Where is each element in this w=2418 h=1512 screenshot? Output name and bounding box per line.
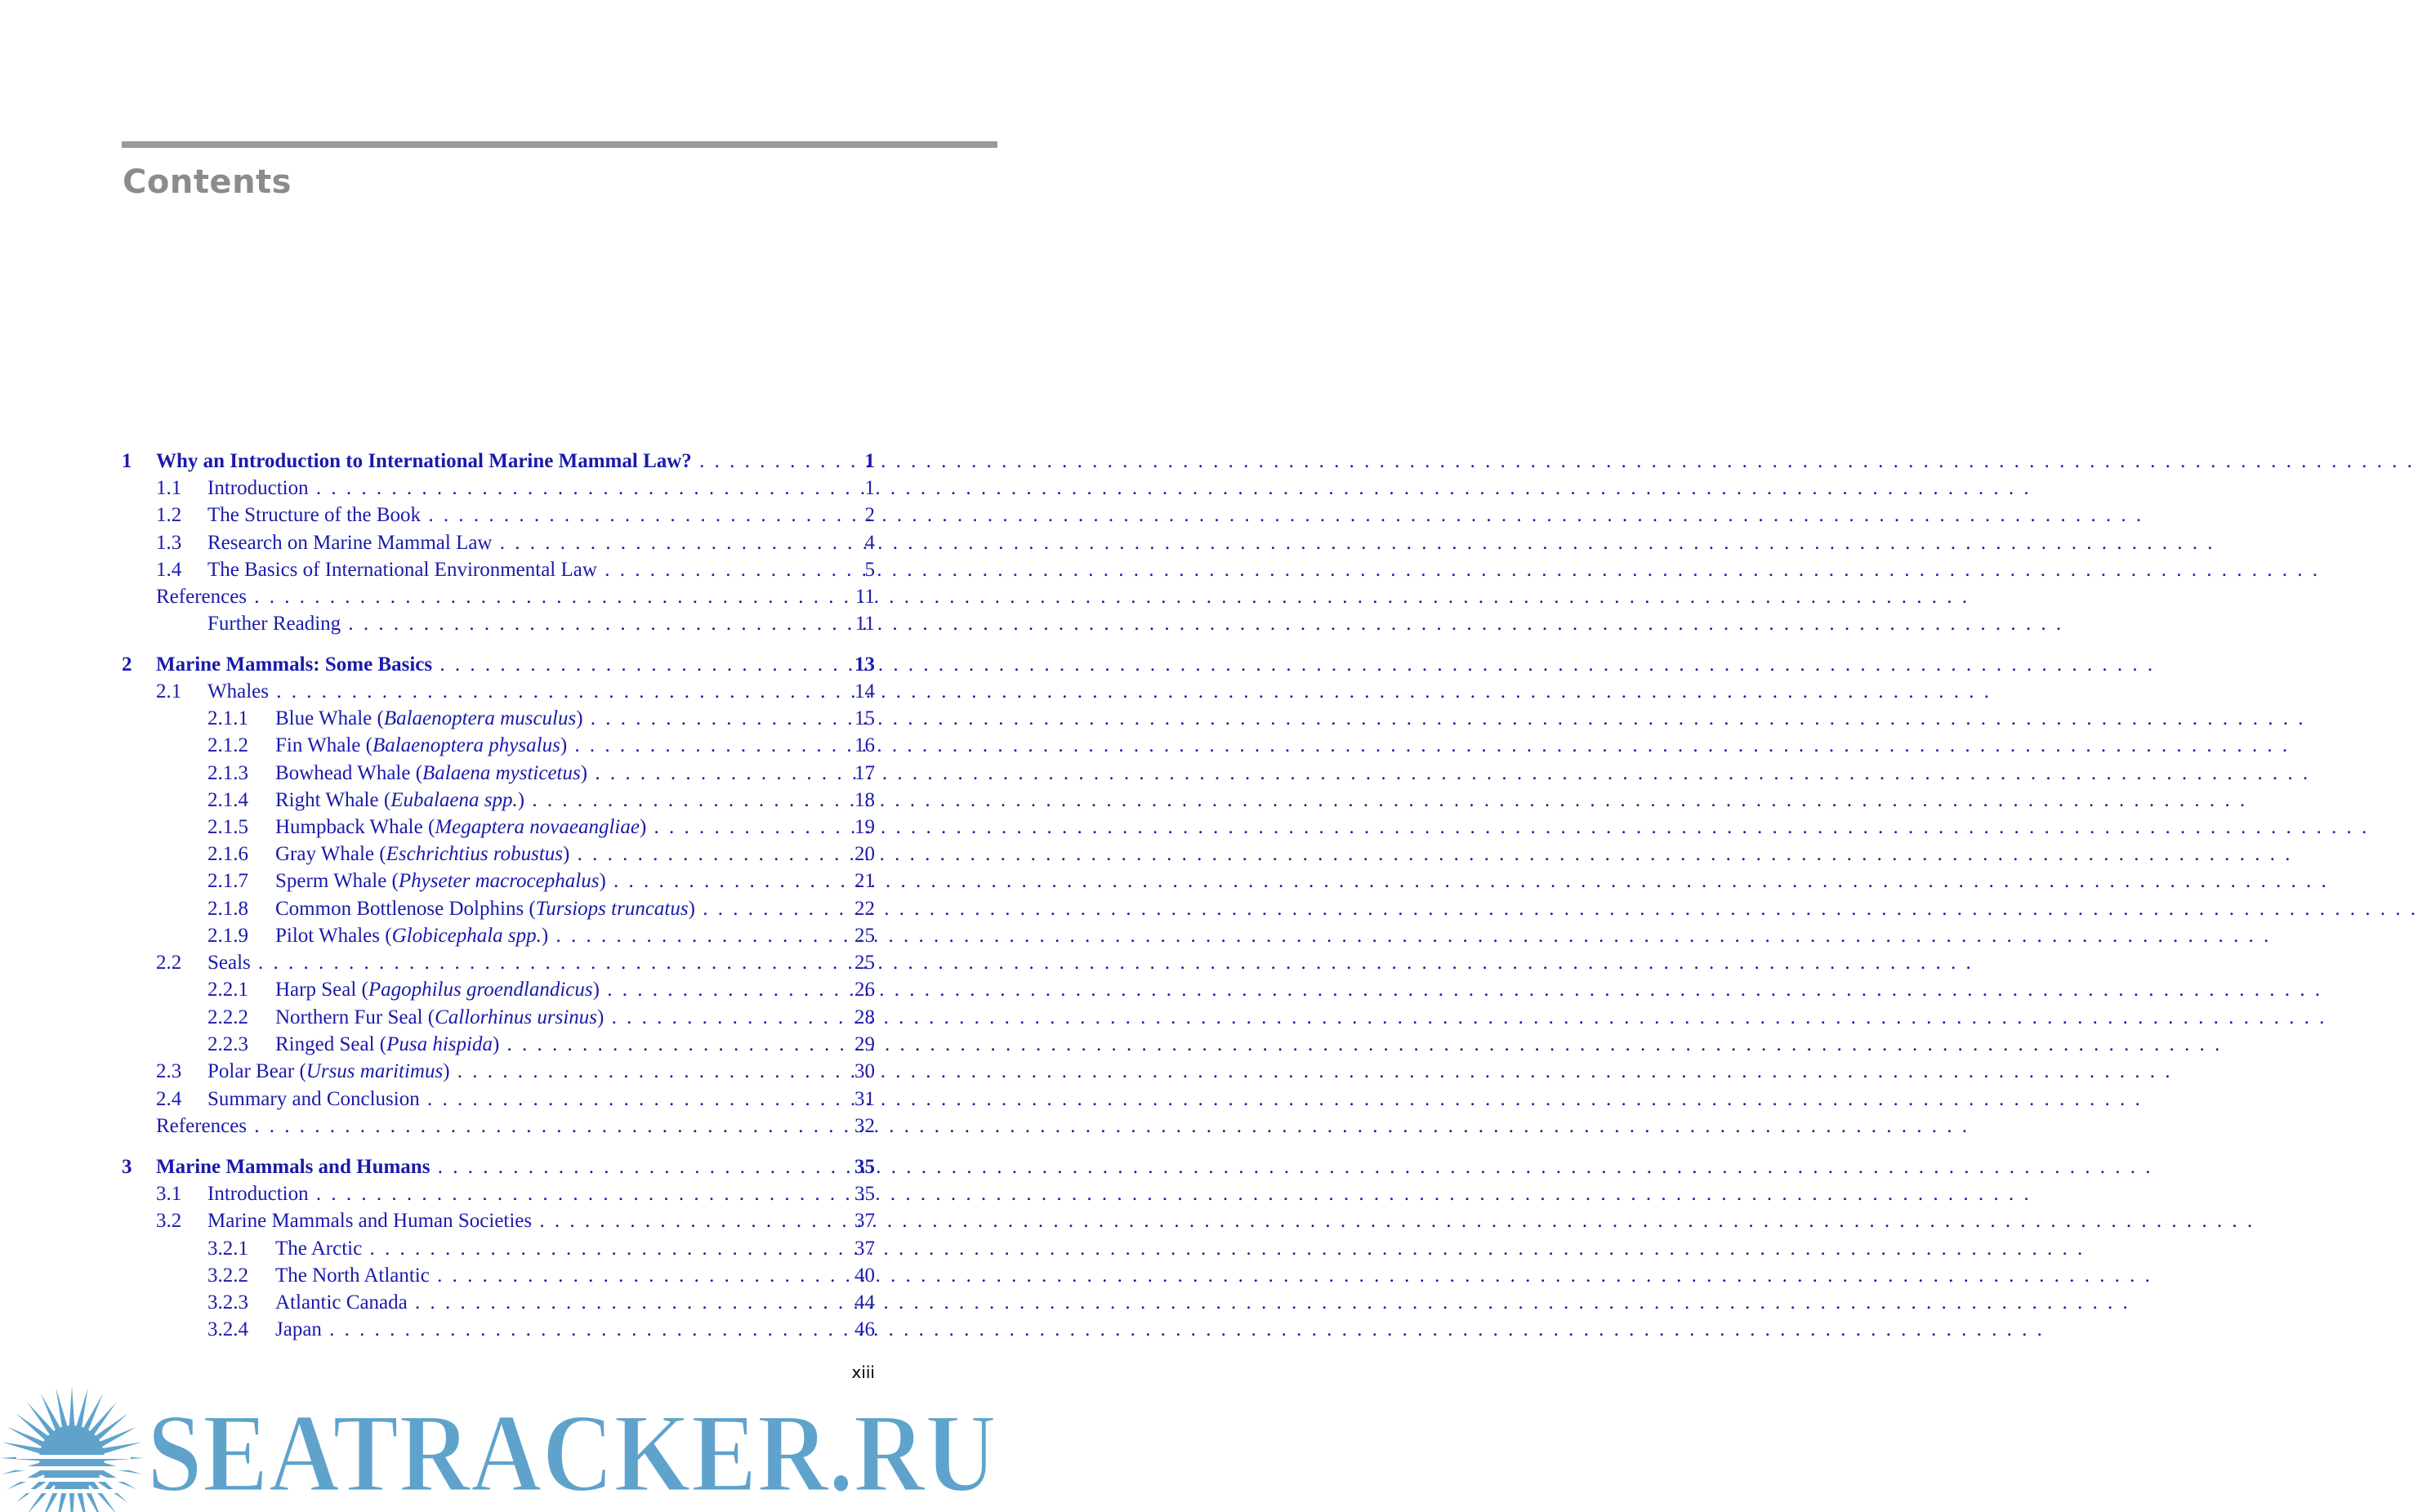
toc-title-close: ) [639, 816, 647, 838]
toc-title [156, 1113, 818, 1140]
toc-title [275, 760, 818, 787]
toc-number: 3.1 [156, 1183, 182, 1205]
toc-title-text: Blue Whale ( [275, 707, 384, 729]
toc-entry[interactable] [0, 1207, 997, 1234]
toc-title-text: References [156, 586, 248, 608]
toc-title-text: Why an Introduction to International Marine Mammal Law? [156, 450, 692, 472]
toc-page-number: 15 [854, 707, 875, 729]
toc-number: 2.1.4 [207, 789, 248, 811]
toc-number: 2 [122, 653, 132, 676]
toc-number: 2.1.7 [207, 870, 248, 892]
toc-entry[interactable] [0, 1031, 997, 1058]
toc-title [275, 841, 818, 868]
toc-page-number: 1 [864, 477, 875, 499]
toc-title-text: Pilot Whales ( [275, 925, 392, 947]
toc-title-text: The Structure of the Book [207, 504, 422, 526]
toc-page-number: 25 [854, 952, 875, 974]
toc-entry[interactable] [0, 787, 997, 814]
toc-title-text: Japan [275, 1318, 322, 1340]
toc-number: 2.1.8 [207, 898, 248, 920]
toc-title-close: ) [576, 707, 583, 729]
toc-entry[interactable] [0, 841, 997, 868]
toc-title [275, 1235, 818, 1262]
toc-entry[interactable] [0, 502, 997, 529]
toc-page-number: 11 [854, 613, 875, 635]
toc-title-text: The Arctic [275, 1238, 363, 1260]
toc-title [207, 556, 818, 583]
toc-title-close: ) [592, 979, 600, 1001]
toc-scientific-name: Pagophilus groendlandicus [368, 979, 593, 1001]
toc-page-number: 22 [854, 898, 875, 920]
toc-title [207, 1086, 818, 1113]
toc-number: 2.1.6 [207, 843, 248, 865]
toc-title-text: Marine Mammals: Some Basics [156, 653, 433, 676]
toc-title [207, 529, 818, 556]
toc-page-number: 16 [854, 734, 875, 756]
toc-title-text: Polar Bear ( [207, 1060, 306, 1082]
toc-number: 3 [122, 1156, 132, 1178]
toc-chapter[interactable] [0, 651, 997, 678]
toc-page-number: 1 [864, 450, 875, 472]
toc-entry[interactable] [0, 1086, 997, 1113]
toc-number: 2.1.5 [207, 816, 248, 838]
toc-scientific-name: Balaenoptera musculus [383, 707, 577, 729]
toc-page-number: 30 [854, 1060, 875, 1082]
toc-page-number: 29 [854, 1033, 875, 1055]
toc-title-close: ) [597, 1006, 604, 1028]
toc-title [275, 976, 818, 1003]
toc-entry[interactable] [0, 475, 997, 502]
toc-number: 3.2 [156, 1210, 182, 1232]
toc-page-number: 20 [854, 843, 875, 865]
toc-number: 2.1.3 [207, 762, 248, 784]
toc-title [275, 895, 818, 922]
toc-title-text: Bowhead Whale ( [275, 762, 423, 784]
toc-title-text: Fin Whale ( [275, 734, 373, 756]
toc-title [156, 583, 818, 610]
toc-title-text: Marine Mammals and Human Societies [207, 1210, 533, 1232]
toc-title-text: Harp Seal ( [275, 979, 368, 1001]
toc-entry[interactable] [0, 868, 997, 894]
watermark [0, 1376, 997, 1512]
toc-entry[interactable] [0, 1316, 997, 1343]
toc-title [275, 1031, 818, 1058]
toc-page-number: 35 [854, 1156, 875, 1178]
toc-title-text: Ringed Seal ( [275, 1033, 387, 1055]
toc-number: 1.4 [156, 559, 182, 581]
toc-page-number: 40 [854, 1264, 875, 1287]
toc-page-number: 37 [854, 1210, 875, 1232]
toc-title-text: Research on Marine Mammal Law [207, 532, 493, 554]
toc-title [207, 949, 818, 976]
toc-title [207, 1180, 818, 1207]
toc-title [207, 1207, 818, 1234]
toc-title-text: The Basics of International Environmental Law [207, 559, 597, 581]
toc-number: 2.1.1 [207, 707, 248, 729]
toc-title-close: ) [492, 1033, 500, 1055]
toc-number: 3.2.1 [207, 1238, 248, 1260]
toc-number: 3.2.3 [207, 1291, 248, 1314]
toc-number: 2.2.2 [207, 1006, 248, 1028]
watermark-text: SEATRACKER.RU [147, 1390, 997, 1512]
toc-title [207, 678, 818, 705]
toc-entry[interactable] [0, 678, 997, 705]
toc-title [156, 1153, 818, 1180]
toc-number: 2.3 [156, 1060, 182, 1082]
toc-page-number: 19 [854, 816, 875, 838]
toc-entry[interactable] [0, 1180, 997, 1207]
toc-entry[interactable] [0, 583, 997, 610]
toc-title-text: Introduction [207, 1183, 309, 1205]
toc-entry[interactable] [0, 529, 997, 556]
toc-number: 2.1.9 [207, 925, 248, 947]
toc-scientific-name: Megaptera novaeangliae [435, 816, 640, 838]
toc-title [275, 1316, 818, 1343]
toc-title [207, 475, 818, 502]
toc-page-number: 44 [854, 1291, 875, 1314]
toc-title-text: Right Whale ( [275, 789, 391, 811]
toc-title-text: Introduction [207, 477, 309, 499]
toc-number: 2.2 [156, 952, 182, 974]
toc-number: 2.2.1 [207, 979, 248, 1001]
toc-number: 2.4 [156, 1088, 182, 1110]
toc-title-text: References [156, 1115, 248, 1137]
toc-number: 2.2.3 [207, 1033, 248, 1055]
toc-page-number: 18 [854, 789, 875, 811]
toc-scientific-name: Balaena mysticetus [422, 762, 581, 784]
toc-title [207, 610, 818, 637]
toc-title [207, 502, 818, 529]
toc-title [156, 448, 818, 475]
toc-title [156, 651, 818, 678]
toc-entry[interactable] [0, 760, 997, 787]
toc-page-number: 2 [864, 504, 875, 526]
toc-entry[interactable] [0, 1235, 997, 1262]
toc-number: 1.2 [156, 504, 182, 526]
toc-page-number: 46 [854, 1318, 875, 1340]
toc-title-close: ) [517, 789, 525, 811]
toc-entry[interactable] [0, 732, 997, 759]
toc-page-number: 25 [854, 925, 875, 947]
toc-number: 2.1.2 [207, 734, 248, 756]
toc-scientific-name: Physeter macrocephalus [398, 870, 600, 892]
toc-title-text: Northern Fur Seal ( [275, 1006, 435, 1028]
toc-page-number: 21 [854, 870, 875, 892]
toc-title [275, 732, 818, 759]
toc-entry[interactable] [0, 814, 997, 841]
toc-entry[interactable] [0, 922, 997, 949]
toc-page-number: 11 [854, 586, 875, 608]
toc-page-number: 28 [854, 1006, 875, 1028]
toc-chapter[interactable] [0, 448, 997, 475]
toc-title-close: ) [563, 843, 570, 865]
page-title: Contents [123, 163, 292, 201]
toc-number: 3.2.2 [207, 1264, 248, 1287]
toc-title-text: Sperm Whale ( [275, 870, 399, 892]
toc-scientific-name: Globicephala spp. [391, 925, 542, 947]
toc-scientific-name: Tursiops truncatus [535, 898, 689, 920]
toc-title-text: Marine Mammals and Humans [156, 1156, 431, 1178]
toc-entry[interactable] [0, 556, 997, 583]
toc-page-number: 31 [854, 1088, 875, 1110]
toc-title [275, 787, 818, 814]
toc-scientific-name: Eschrichtius robustus [386, 843, 564, 865]
toc-entry[interactable] [0, 949, 997, 976]
toc-title [275, 1262, 818, 1289]
toc-title [275, 814, 818, 841]
toc-page-number: 13 [854, 653, 875, 676]
toc-title-text: Summary and Conclusion [207, 1088, 420, 1110]
toc-page-number: 37 [854, 1238, 875, 1260]
toc-title-text: Humpback Whale ( [275, 816, 435, 838]
toc-page-number: 5 [864, 559, 875, 581]
toc-title-text: Whales [207, 680, 269, 702]
toc-entry[interactable] [0, 1058, 997, 1085]
toc-scientific-name: Callorhinus ursinus [435, 1006, 597, 1028]
toc-number: 2.1 [156, 680, 182, 702]
toc-number: 1 [122, 450, 132, 472]
toc-title-text: Seals [207, 952, 251, 974]
toc-title-text: Further Reading [207, 613, 341, 635]
toc-page-number: 4 [864, 532, 875, 554]
toc-number: 3.2.4 [207, 1318, 248, 1340]
toc-entry[interactable] [0, 1113, 997, 1140]
toc-number: 1.3 [156, 532, 182, 554]
toc-entry[interactable] [0, 976, 997, 1003]
toc-title-close: ) [580, 762, 588, 784]
toc-entry[interactable] [0, 1262, 997, 1289]
toc-page-number: 32 [854, 1115, 875, 1137]
toc-title-close: ) [599, 870, 606, 892]
toc-title-close: ) [541, 925, 549, 947]
toc-scientific-name: Pusa hispida [386, 1033, 493, 1055]
toc-title-close: ) [443, 1060, 450, 1082]
toc-entry[interactable] [0, 1004, 997, 1031]
toc-title [275, 705, 818, 732]
toc-title [275, 868, 818, 894]
toc-number: 1.1 [156, 477, 182, 499]
toc-scientific-name: Balaenoptera physalus [372, 734, 560, 756]
toc-title-text: The North Atlantic [275, 1264, 430, 1287]
toc-title-close: ) [688, 898, 695, 920]
toc-chapter[interactable] [0, 1153, 997, 1180]
toc-page-number: 35 [854, 1183, 875, 1205]
toc-title-text: Gray Whale ( [275, 843, 386, 865]
header-rule [122, 141, 997, 148]
toc-title-text: Common Bottlenose Dolphins ( [275, 898, 536, 920]
toc-title [275, 1289, 818, 1316]
toc-title [275, 1004, 818, 1031]
toc-page-number: 14 [854, 680, 875, 702]
toc-page-number: 17 [854, 762, 875, 784]
toc-title [275, 922, 818, 949]
toc-entry[interactable] [0, 705, 997, 732]
toc-title-close: ) [560, 734, 568, 756]
toc-entry[interactable] [0, 1289, 997, 1316]
page-number: xiii [851, 1363, 875, 1382]
toc-scientific-name: Ursus maritimus [306, 1060, 444, 1082]
toc-scientific-name: Eubalaena spp. [390, 789, 518, 811]
sun-burst-icon [0, 1386, 144, 1512]
toc-entry[interactable] [0, 610, 997, 637]
toc-entry[interactable] [0, 895, 997, 922]
toc-page-number: 26 [854, 979, 875, 1001]
toc-title [207, 1058, 818, 1085]
toc-title-text: Atlantic Canada [275, 1291, 408, 1314]
